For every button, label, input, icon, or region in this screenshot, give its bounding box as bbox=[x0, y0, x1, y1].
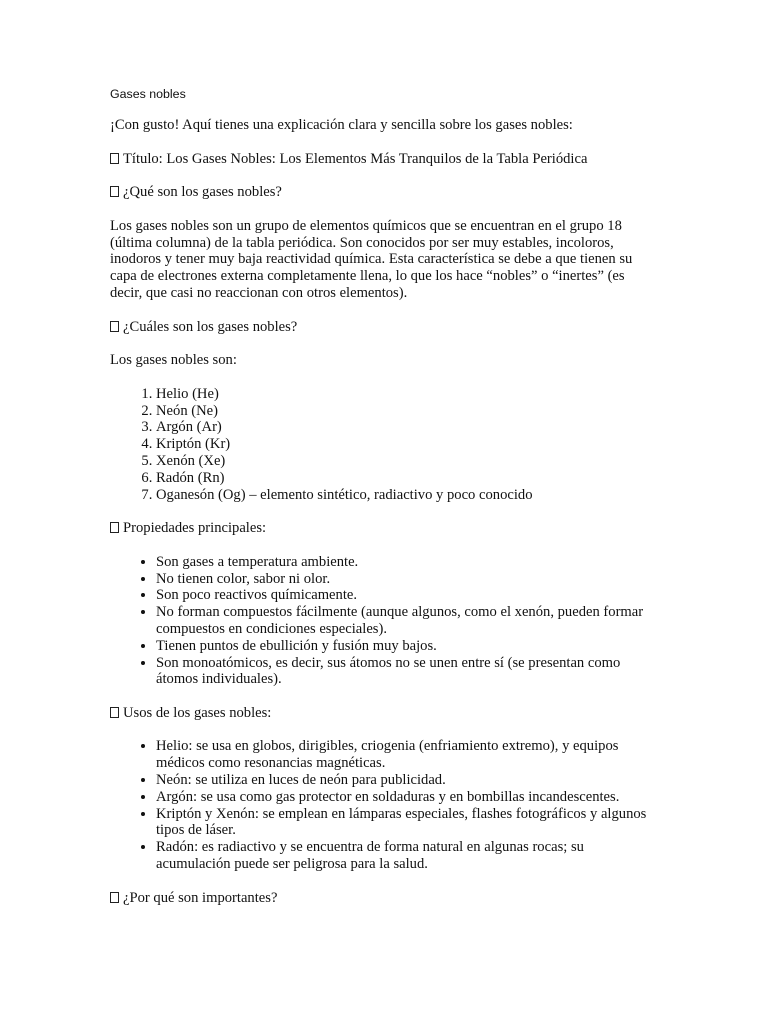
document-page bbox=[110, 86, 660, 923]
heading-why-text: ¿Por qué son importantes? bbox=[123, 889, 278, 906]
list-item: • Son poco reactivos químicamente. bbox=[156, 587, 660, 604]
heading-what-text: ¿Qué son los gases nobles? bbox=[123, 184, 282, 201]
document-header-title: Gases nobles bbox=[110, 87, 186, 101]
list-item: • Son monoatómicos, es decir, sus átomos no se unen entre sí (se presentan como átomos individuales). bbox=[156, 655, 660, 689]
list-item: • Son gases a temperatura ambiente. bbox=[156, 554, 660, 571]
properties-list bbox=[110, 554, 660, 688]
title-line-text: Título: Los Gases Nobles: Los Elementos Más Tranquilos de la Tabla Periódica bbox=[123, 150, 588, 167]
title-line bbox=[110, 151, 660, 168]
list-item: 7. Oganesón (Og) – elemento sintético, radiactivo y poco conocido bbox=[156, 487, 660, 504]
list-item: • Tienen puntos de ebullición y fusión muy bajos. bbox=[156, 638, 660, 655]
heading-which bbox=[110, 319, 660, 336]
gases-list bbox=[110, 386, 660, 504]
list-item: • Radón: es radiactivo y se encuentra de forma natural en algunas rocas; su acumulación puede ser peligrosa para la salud. bbox=[156, 839, 660, 873]
missing-glyph-icon bbox=[110, 153, 119, 164]
list-item: 5. Xenón (Xe) bbox=[156, 453, 660, 470]
list-item: • Neón: se utiliza en luces de neón para publicidad. bbox=[156, 772, 660, 789]
heading-properties-text: Propiedades principales: bbox=[123, 520, 267, 537]
missing-glyph-icon bbox=[110, 892, 119, 903]
list-item: 2. Neón (Ne) bbox=[156, 403, 660, 420]
list-item: • Kriptón y Xenón: se emplean en lámparas especiales, flashes fotográficos y algunos tipos de láser. bbox=[156, 806, 660, 840]
heading-which-text: ¿Cuáles son los gases nobles? bbox=[123, 318, 298, 335]
heading-why bbox=[110, 890, 660, 907]
intro-paragraph: ¡Con gusto! Aquí tienes una explicación clara y sencilla sobre los gases nobles: bbox=[110, 117, 573, 133]
list-item: • No tienen color, sabor ni olor. bbox=[156, 571, 660, 588]
missing-glyph-icon bbox=[110, 522, 119, 533]
heading-what bbox=[110, 184, 660, 201]
list-item: 3. Argón (Ar) bbox=[156, 419, 660, 436]
list-item: 6. Radón (Rn) bbox=[156, 470, 660, 487]
list-item: 1. Helio (He) bbox=[156, 386, 660, 403]
heading-properties bbox=[110, 520, 660, 537]
missing-glyph-icon bbox=[110, 707, 119, 718]
missing-glyph-icon bbox=[110, 186, 119, 197]
heading-uses-text: Usos de los gases nobles: bbox=[123, 704, 272, 721]
missing-glyph-icon bbox=[110, 321, 119, 332]
list-item: • Argón: se usa como gas protector en soldaduras y en bombillas incandescentes. bbox=[156, 789, 660, 806]
list-item: • No forman compuestos fácilmente (aunque algunos, como el xenón, pueden formar compuestos en condiciones especiales). bbox=[156, 604, 660, 638]
uses-list bbox=[110, 738, 660, 872]
what-paragraph: Los gases nobles son un grupo de elementos químicos que se encuentran en el grupo 18 (última columna) de la tabla periódica. Son conocidos por ser muy estables, incoloros, inodoros y tener muy baja reactividad química. Esta característica se debe a que tienen su capa de electrones externa completamente llena, lo que los hace “nobles” o “inertes” (es decir, que casi no reaccionan con otros elementos). bbox=[110, 217, 633, 301]
heading-uses bbox=[110, 705, 660, 722]
list-item: • Helio: se usa en globos, dirigibles, criogenia (enfriamiento extremo), y equipos médicos como resonancias magnéticas. bbox=[156, 738, 660, 772]
list-intro: Los gases nobles son: bbox=[110, 352, 237, 369]
list-item: 4. Kriptón (Kr) bbox=[156, 436, 660, 453]
